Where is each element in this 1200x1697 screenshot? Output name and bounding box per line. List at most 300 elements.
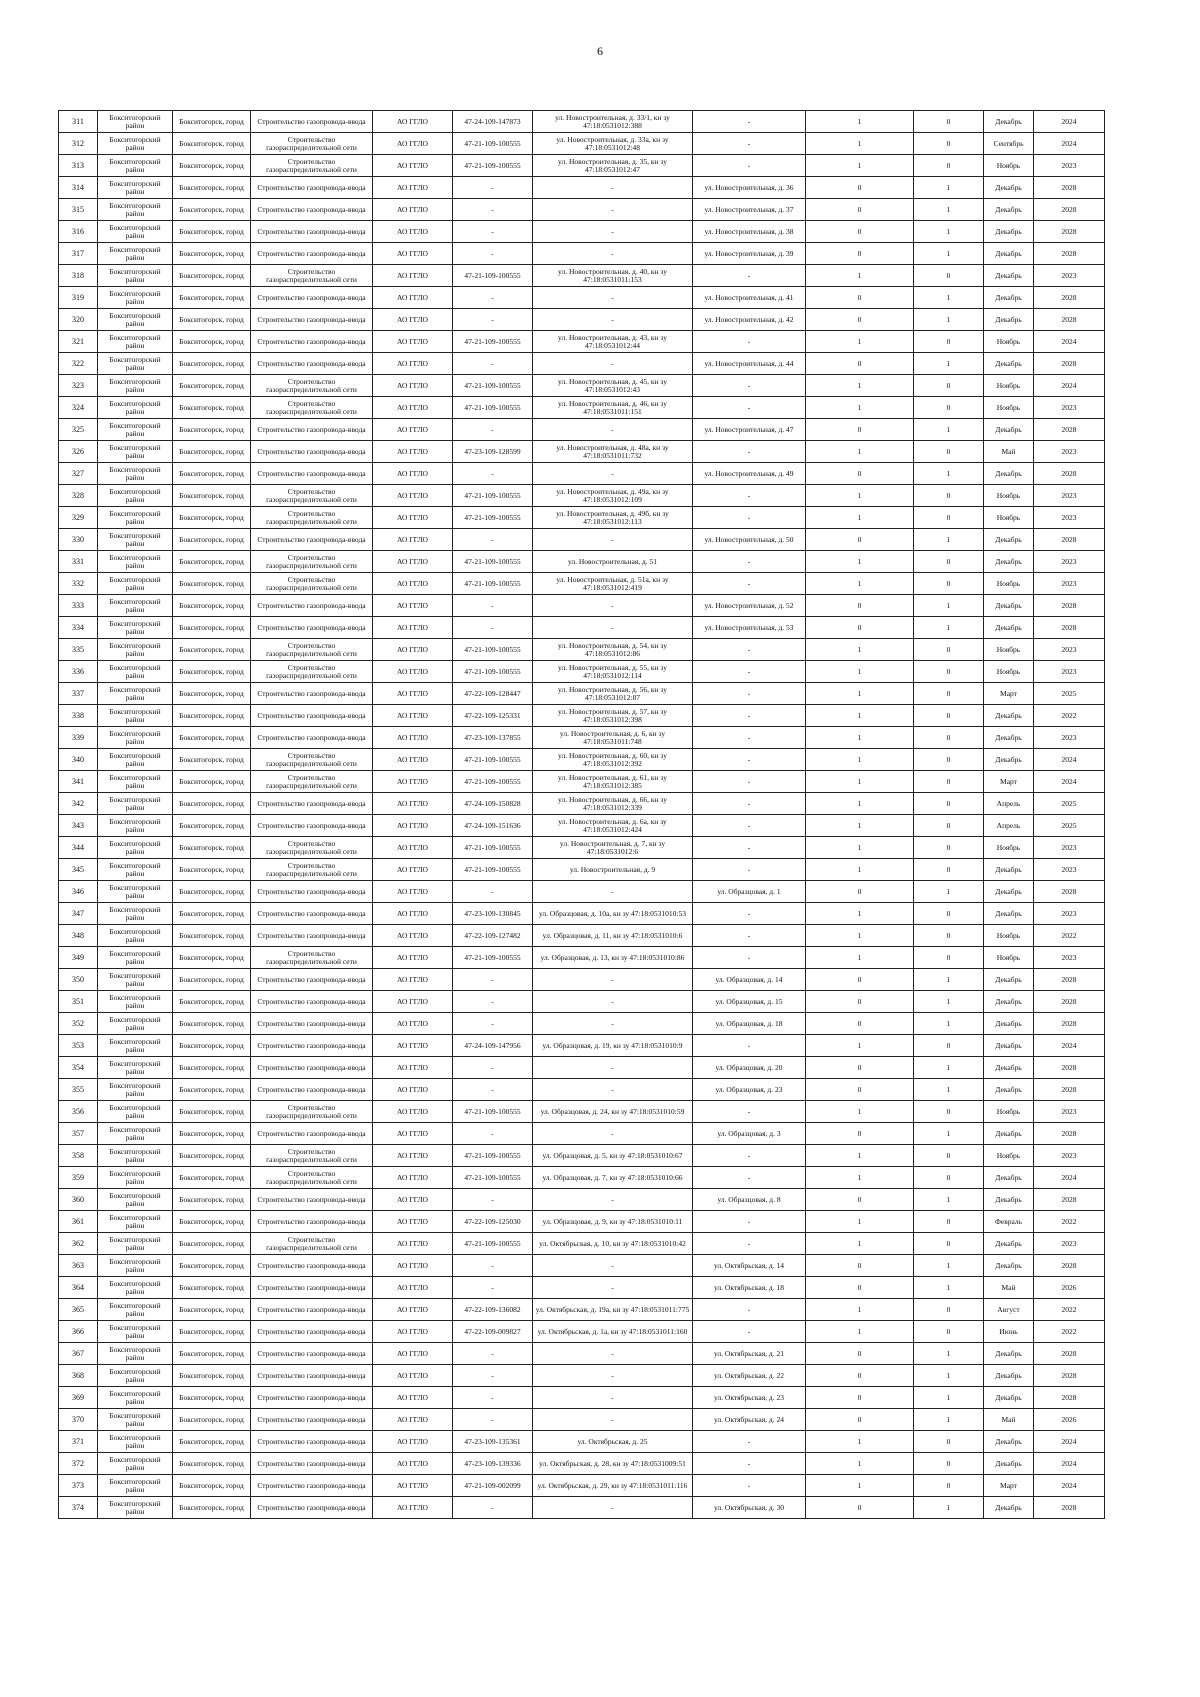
cell-work-type: Строительство газопровода-ввода bbox=[251, 815, 373, 837]
cell-settlement: Бокситогорск, город bbox=[173, 1167, 251, 1189]
cell-address-cadastral: ул. Новостроительная, д. 49б, кн зу 47:18:0531012:113 bbox=[533, 507, 693, 529]
cell-row-number: 357 bbox=[59, 1123, 98, 1145]
cell-month: Декабрь bbox=[984, 309, 1034, 331]
cell-organization: АО ГГЛО bbox=[373, 1475, 453, 1497]
cell-work-type: Строительство газопровода-ввода bbox=[251, 177, 373, 199]
cell-value-a: 0 bbox=[806, 1057, 914, 1079]
cell-work-type: Строительство газопровода-ввода bbox=[251, 463, 373, 485]
cell-address: - bbox=[693, 375, 806, 397]
cell-program-code: - bbox=[453, 529, 533, 551]
cell-address-cadastral: - bbox=[533, 1343, 693, 1365]
cell-month: Март bbox=[984, 771, 1034, 793]
cell-settlement: Бокситогорск, город bbox=[173, 1365, 251, 1387]
cell-settlement: Бокситогорск, город bbox=[173, 1321, 251, 1343]
table-row bbox=[59, 1343, 1105, 1365]
cell-month: Август bbox=[984, 1299, 1034, 1321]
cell-value-b: 1 bbox=[914, 1057, 984, 1079]
cell-value-b: 1 bbox=[914, 353, 984, 375]
cell-address-cadastral: ул. Новостроительная, д. 9 bbox=[533, 859, 693, 881]
cell-work-type: Строительство газораспределительной сети bbox=[251, 133, 373, 155]
cell-district: Бокситогорский район bbox=[98, 1321, 173, 1343]
cell-value-a: 0 bbox=[806, 221, 914, 243]
cell-year: 2024 bbox=[1034, 1431, 1105, 1453]
cell-district: Бокситогорский район bbox=[98, 199, 173, 221]
cell-work-type: Строительство газопровода-ввода bbox=[251, 1299, 373, 1321]
cell-program-code: - bbox=[453, 1255, 533, 1277]
cell-year: 2028 bbox=[1034, 1365, 1105, 1387]
cell-month: Декабрь bbox=[984, 1497, 1034, 1519]
cell-value-a: 1 bbox=[806, 771, 914, 793]
cell-district: Бокситогорский район bbox=[98, 617, 173, 639]
cell-year: 2028 bbox=[1034, 1013, 1105, 1035]
cell-work-type: Строительство газопровода-ввода bbox=[251, 1343, 373, 1365]
cell-settlement: Бокситогорск, город bbox=[173, 375, 251, 397]
cell-value-a: 1 bbox=[806, 683, 914, 705]
cell-month: Ноябрь bbox=[984, 485, 1034, 507]
cell-settlement: Бокситогорск, город bbox=[173, 815, 251, 837]
table-row bbox=[59, 1255, 1105, 1277]
cell-value-a: 1 bbox=[806, 1299, 914, 1321]
cell-month: Май bbox=[984, 441, 1034, 463]
cell-address: ул. Октябрьская, д. 21 bbox=[693, 1343, 806, 1365]
cell-settlement: Бокситогорск, город bbox=[173, 573, 251, 595]
cell-settlement: Бокситогорск, город bbox=[173, 287, 251, 309]
cell-program-code: 47-22-109-125331 bbox=[453, 705, 533, 727]
cell-program-code: 47-21-109-100555 bbox=[453, 397, 533, 419]
cell-row-number: 367 bbox=[59, 1343, 98, 1365]
cell-organization: АО ГГЛО bbox=[373, 705, 453, 727]
cell-address: - bbox=[693, 1475, 806, 1497]
cell-district: Бокситогорский район bbox=[98, 419, 173, 441]
cell-settlement: Бокситогорск, город bbox=[173, 485, 251, 507]
cell-value-b: 1 bbox=[914, 1277, 984, 1299]
cell-address: ул. Новостроительная, д. 37 bbox=[693, 199, 806, 221]
cell-address: - bbox=[693, 1431, 806, 1453]
cell-organization: АО ГГЛО bbox=[373, 1189, 453, 1211]
cell-work-type: Строительство газопровода-ввода bbox=[251, 1453, 373, 1475]
cell-row-number: 338 bbox=[59, 705, 98, 727]
cell-value-a: 1 bbox=[806, 1101, 914, 1123]
table-row bbox=[59, 199, 1105, 221]
cell-district: Бокситогорский район bbox=[98, 463, 173, 485]
cell-value-b: 0 bbox=[914, 1475, 984, 1497]
cell-value-b: 0 bbox=[914, 485, 984, 507]
cell-organization: АО ГГЛО bbox=[373, 1343, 453, 1365]
table-row bbox=[59, 1057, 1105, 1079]
cell-month: Декабрь bbox=[984, 529, 1034, 551]
cell-address-cadastral: ул. Новостроительная, д. 7, кн зу 47:18:0531012:6 bbox=[533, 837, 693, 859]
cell-settlement: Бокситогорск, город bbox=[173, 199, 251, 221]
cell-district: Бокситогорский район bbox=[98, 727, 173, 749]
cell-address-cadastral: ул. Новостроительная, д. 35, кн зу 47:18:0531012:47 bbox=[533, 155, 693, 177]
cell-value-a: 1 bbox=[806, 133, 914, 155]
cell-value-a: 1 bbox=[806, 1321, 914, 1343]
cell-address-cadastral: ул. Новостроительная, д. 6, кн зу 47:18:0531011:748 bbox=[533, 727, 693, 749]
cell-organization: АО ГГЛО bbox=[373, 507, 453, 529]
cell-value-a: 0 bbox=[806, 1409, 914, 1431]
cell-row-number: 326 bbox=[59, 441, 98, 463]
cell-work-type: Строительство газораспределительной сети bbox=[251, 859, 373, 881]
cell-district: Бокситогорский район bbox=[98, 595, 173, 617]
cell-district: Бокситогорский район bbox=[98, 661, 173, 683]
cell-month: Декабрь bbox=[984, 1387, 1034, 1409]
cell-work-type: Строительство газораспределительной сети bbox=[251, 661, 373, 683]
cell-year: 2023 bbox=[1034, 727, 1105, 749]
cell-work-type: Строительство газораспределительной сети bbox=[251, 397, 373, 419]
cell-organization: АО ГГЛО bbox=[373, 243, 453, 265]
cell-work-type: Строительство газопровода-ввода bbox=[251, 1365, 373, 1387]
cell-value-b: 1 bbox=[914, 529, 984, 551]
cell-address: ул. Образцовая, д. 23 bbox=[693, 1079, 806, 1101]
cell-work-type: Строительство газопровода-ввода bbox=[251, 441, 373, 463]
cell-organization: АО ГГЛО bbox=[373, 1453, 453, 1475]
cell-organization: АО ГГЛО bbox=[373, 749, 453, 771]
cell-organization: АО ГГЛО bbox=[373, 1167, 453, 1189]
cell-value-a: 0 bbox=[806, 1013, 914, 1035]
cell-settlement: Бокситогорск, город bbox=[173, 1013, 251, 1035]
cell-year: 2023 bbox=[1034, 1101, 1105, 1123]
cell-row-number: 356 bbox=[59, 1101, 98, 1123]
cell-work-type: Строительство газопровода-ввода bbox=[251, 1475, 373, 1497]
cell-row-number: 330 bbox=[59, 529, 98, 551]
cell-month: Февраль bbox=[984, 1211, 1034, 1233]
cell-value-a: 1 bbox=[806, 749, 914, 771]
cell-row-number: 343 bbox=[59, 815, 98, 837]
cell-address: - bbox=[693, 727, 806, 749]
cell-address: ул. Новостроительная, д. 42 bbox=[693, 309, 806, 331]
cell-settlement: Бокситогорск, город bbox=[173, 1409, 251, 1431]
cell-address: ул. Образцовая, д. 20 bbox=[693, 1057, 806, 1079]
cell-value-b: 0 bbox=[914, 155, 984, 177]
cell-program-code: - bbox=[453, 991, 533, 1013]
cell-row-number: 350 bbox=[59, 969, 98, 991]
cell-work-type: Строительство газопровода-ввода bbox=[251, 925, 373, 947]
cell-settlement: Бокситогорск, город bbox=[173, 925, 251, 947]
table-row bbox=[59, 1387, 1105, 1409]
cell-program-code: 47-21-109-100555 bbox=[453, 507, 533, 529]
cell-year: 2023 bbox=[1034, 397, 1105, 419]
cell-value-a: 1 bbox=[806, 331, 914, 353]
cell-district: Бокситогорский район bbox=[98, 1387, 173, 1409]
cell-work-type: Строительство газопровода-ввода bbox=[251, 727, 373, 749]
cell-year: 2023 bbox=[1034, 661, 1105, 683]
cell-settlement: Бокситогорск, город bbox=[173, 991, 251, 1013]
cell-settlement: Бокситогорск, город bbox=[173, 331, 251, 353]
table-row bbox=[59, 1431, 1105, 1453]
cell-program-code: 47-21-109-100555 bbox=[453, 639, 533, 661]
cell-value-a: 1 bbox=[806, 1431, 914, 1453]
cell-district: Бокситогорский район bbox=[98, 859, 173, 881]
cell-program-code: - bbox=[453, 177, 533, 199]
cell-organization: АО ГГЛО bbox=[373, 1365, 453, 1387]
cell-row-number: 344 bbox=[59, 837, 98, 859]
cell-settlement: Бокситогорск, город bbox=[173, 1387, 251, 1409]
cell-program-code: - bbox=[453, 1277, 533, 1299]
cell-address-cadastral: - bbox=[533, 287, 693, 309]
cell-address: - bbox=[693, 573, 806, 595]
cell-program-code: 47-21-109-100555 bbox=[453, 485, 533, 507]
cell-organization: АО ГГЛО bbox=[373, 837, 453, 859]
cell-value-b: 1 bbox=[914, 1343, 984, 1365]
cell-district: Бокситогорский район bbox=[98, 177, 173, 199]
cell-address: ул. Новостроительная, д. 49 bbox=[693, 463, 806, 485]
cell-district: Бокситогорский район bbox=[98, 155, 173, 177]
cell-value-b: 0 bbox=[914, 573, 984, 595]
cell-month: Ноябрь bbox=[984, 1145, 1034, 1167]
cell-year: 2024 bbox=[1034, 749, 1105, 771]
cell-district: Бокситогорский район bbox=[98, 771, 173, 793]
cell-value-b: 0 bbox=[914, 441, 984, 463]
table-row bbox=[59, 309, 1105, 331]
cell-year: 2026 bbox=[1034, 1409, 1105, 1431]
cell-value-a: 0 bbox=[806, 1255, 914, 1277]
cell-address-cadastral: ул. Новостроительная, д. 66, кн зу 47:18:0531012:339 bbox=[533, 793, 693, 815]
cell-settlement: Бокситогорск, город bbox=[173, 749, 251, 771]
cell-year: 2024 bbox=[1034, 331, 1105, 353]
cell-address-cadastral: ул. Октябрьская, д. 25 bbox=[533, 1431, 693, 1453]
cell-address-cadastral: ул. Новостроительная, д. 43, кн зу 47:18:0531012:44 bbox=[533, 331, 693, 353]
cell-district: Бокситогорский район bbox=[98, 1057, 173, 1079]
cell-value-a: 1 bbox=[806, 705, 914, 727]
cell-value-a: 1 bbox=[806, 111, 914, 133]
cell-settlement: Бокситогорск, город bbox=[173, 639, 251, 661]
table-row bbox=[59, 683, 1105, 705]
cell-year: 2023 bbox=[1034, 903, 1105, 925]
table-row bbox=[59, 573, 1105, 595]
cell-value-b: 0 bbox=[914, 133, 984, 155]
cell-settlement: Бокситогорск, город bbox=[173, 1475, 251, 1497]
table-row bbox=[59, 331, 1105, 353]
cell-organization: АО ГГЛО bbox=[373, 463, 453, 485]
cell-address-cadastral: - bbox=[533, 1013, 693, 1035]
cell-month: Ноябрь bbox=[984, 925, 1034, 947]
cell-settlement: Бокситогорск, город bbox=[173, 111, 251, 133]
cell-month: Декабрь bbox=[984, 1035, 1034, 1057]
cell-program-code: 47-23-109-135361 bbox=[453, 1431, 533, 1453]
cell-organization: АО ГГЛО bbox=[373, 1387, 453, 1409]
cell-address-cadastral: - bbox=[533, 463, 693, 485]
cell-organization: АО ГГЛО bbox=[373, 485, 453, 507]
cell-settlement: Бокситогорск, город bbox=[173, 1145, 251, 1167]
cell-row-number: 313 bbox=[59, 155, 98, 177]
cell-program-code: 47-21-109-100555 bbox=[453, 331, 533, 353]
cell-settlement: Бокситогорск, город bbox=[173, 683, 251, 705]
cell-year: 2024 bbox=[1034, 1475, 1105, 1497]
table-row bbox=[59, 529, 1105, 551]
cell-district: Бокситогорский район bbox=[98, 639, 173, 661]
cell-year: 2022 bbox=[1034, 925, 1105, 947]
cell-district: Бокситогорский район bbox=[98, 837, 173, 859]
cell-value-a: 0 bbox=[806, 177, 914, 199]
cell-organization: АО ГГЛО bbox=[373, 419, 453, 441]
cell-work-type: Строительство газопровода-ввода bbox=[251, 969, 373, 991]
cell-address-cadastral: - bbox=[533, 1123, 693, 1145]
cell-value-b: 0 bbox=[914, 1167, 984, 1189]
cell-value-a: 0 bbox=[806, 1497, 914, 1519]
cell-address-cadastral: - bbox=[533, 177, 693, 199]
cell-address-cadastral: ул. Новостроительная, д. 51 bbox=[533, 551, 693, 573]
cell-district: Бокситогорский район bbox=[98, 1167, 173, 1189]
cell-row-number: 362 bbox=[59, 1233, 98, 1255]
cell-address: ул. Октябрьская, д. 22 bbox=[693, 1365, 806, 1387]
cell-district: Бокситогорский район bbox=[98, 947, 173, 969]
cell-row-number: 345 bbox=[59, 859, 98, 881]
cell-row-number: 339 bbox=[59, 727, 98, 749]
cell-month: Май bbox=[984, 1277, 1034, 1299]
cell-value-b: 0 bbox=[914, 375, 984, 397]
cell-year: 2023 bbox=[1034, 265, 1105, 287]
cell-address: - bbox=[693, 837, 806, 859]
cell-row-number: 371 bbox=[59, 1431, 98, 1453]
cell-address: - bbox=[693, 331, 806, 353]
cell-value-a: 0 bbox=[806, 287, 914, 309]
cell-year: 2024 bbox=[1034, 1035, 1105, 1057]
cell-value-b: 1 bbox=[914, 287, 984, 309]
cell-row-number: 314 bbox=[59, 177, 98, 199]
cell-organization: АО ГГЛО bbox=[373, 1277, 453, 1299]
cell-value-b: 0 bbox=[914, 1233, 984, 1255]
cell-row-number: 324 bbox=[59, 397, 98, 419]
cell-organization: АО ГГЛО bbox=[373, 991, 453, 1013]
cell-value-b: 0 bbox=[914, 947, 984, 969]
cell-year: 2028 bbox=[1034, 1123, 1105, 1145]
table-row bbox=[59, 1365, 1105, 1387]
cell-value-b: 0 bbox=[914, 551, 984, 573]
table-row bbox=[59, 1079, 1105, 1101]
table-row bbox=[59, 727, 1105, 749]
cell-address: ул. Новостроительная, д. 39 bbox=[693, 243, 806, 265]
cell-month: Декабрь bbox=[984, 859, 1034, 881]
cell-organization: АО ГГЛО bbox=[373, 727, 453, 749]
cell-value-b: 1 bbox=[914, 969, 984, 991]
cell-address-cadastral: - bbox=[533, 1409, 693, 1431]
cell-organization: АО ГГЛО bbox=[373, 199, 453, 221]
cell-program-code: 47-23-109-128599 bbox=[453, 441, 533, 463]
cell-district: Бокситогорский район bbox=[98, 441, 173, 463]
cell-work-type: Строительство газопровода-ввода bbox=[251, 1409, 373, 1431]
cell-year: 2023 bbox=[1034, 1233, 1105, 1255]
cell-address: - bbox=[693, 947, 806, 969]
cell-value-b: 0 bbox=[914, 1035, 984, 1057]
cell-month: Июнь bbox=[984, 1321, 1034, 1343]
cell-program-code: 47-24-109-147873 bbox=[453, 111, 533, 133]
cell-program-code: 47-24-109-147956 bbox=[453, 1035, 533, 1057]
cell-organization: АО ГГЛО bbox=[373, 441, 453, 463]
table-row bbox=[59, 969, 1105, 991]
cell-address-cadastral: ул. Образцовая, д. 7, кн зу 47:18:0531010:66 bbox=[533, 1167, 693, 1189]
cell-address-cadastral: ул. Новостроительная, д. 60, кн зу 47:18:0531012:392 bbox=[533, 749, 693, 771]
cell-organization: АО ГГЛО bbox=[373, 1233, 453, 1255]
cell-value-a: 1 bbox=[806, 1453, 914, 1475]
cell-settlement: Бокситогорск, город bbox=[173, 661, 251, 683]
cell-year: 2028 bbox=[1034, 991, 1105, 1013]
cell-row-number: 315 bbox=[59, 199, 98, 221]
cell-year: 2022 bbox=[1034, 705, 1105, 727]
cell-month: Декабрь bbox=[984, 419, 1034, 441]
cell-address-cadastral: ул. Образцовая, д. 10а, кн зу 47:18:0531010:53 bbox=[533, 903, 693, 925]
cell-settlement: Бокситогорск, город bbox=[173, 1035, 251, 1057]
table-row bbox=[59, 287, 1105, 309]
cell-row-number: 347 bbox=[59, 903, 98, 925]
cell-year: 2023 bbox=[1034, 441, 1105, 463]
table-row bbox=[59, 243, 1105, 265]
cell-program-code: - bbox=[453, 287, 533, 309]
cell-value-b: 0 bbox=[914, 265, 984, 287]
cell-work-type: Строительство газопровода-ввода bbox=[251, 1057, 373, 1079]
cell-work-type: Строительство газопровода-ввода bbox=[251, 1497, 373, 1519]
cell-organization: АО ГГЛО bbox=[373, 397, 453, 419]
cell-settlement: Бокситогорск, город bbox=[173, 771, 251, 793]
cell-address-cadastral: - bbox=[533, 243, 693, 265]
cell-value-b: 0 bbox=[914, 397, 984, 419]
cell-month: Декабрь bbox=[984, 1167, 1034, 1189]
cell-work-type: Строительство газораспределительной сети bbox=[251, 837, 373, 859]
cell-row-number: 355 bbox=[59, 1079, 98, 1101]
table-row bbox=[59, 463, 1105, 485]
cell-address-cadastral: ул. Образцовая, д. 13, кн зу 47:18:0531010:86 bbox=[533, 947, 693, 969]
cell-settlement: Бокситогорск, город bbox=[173, 793, 251, 815]
table-row bbox=[59, 1497, 1105, 1519]
cell-organization: АО ГГЛО bbox=[373, 793, 453, 815]
cell-value-b: 1 bbox=[914, 243, 984, 265]
cell-month: Март bbox=[984, 1475, 1034, 1497]
cell-year: 2024 bbox=[1034, 375, 1105, 397]
table-row bbox=[59, 991, 1105, 1013]
cell-value-b: 0 bbox=[914, 661, 984, 683]
cell-organization: АО ГГЛО bbox=[373, 1255, 453, 1277]
cell-address-cadastral: ул. Новостроительная, д. 54, кн зу 47:18:0531012:86 bbox=[533, 639, 693, 661]
cell-program-code: 47-24-109-151636 bbox=[453, 815, 533, 837]
cell-month: Декабрь bbox=[984, 1365, 1034, 1387]
cell-program-code: 47-21-109-100555 bbox=[453, 859, 533, 881]
cell-work-type: Строительство газопровода-ввода bbox=[251, 287, 373, 309]
cell-work-type: Строительство газопровода-ввода bbox=[251, 419, 373, 441]
cell-address-cadastral: - bbox=[533, 1497, 693, 1519]
table-row bbox=[59, 1475, 1105, 1497]
cell-month: Декабрь bbox=[984, 1431, 1034, 1453]
cell-address-cadastral: - bbox=[533, 309, 693, 331]
cell-work-type: Строительство газопровода-ввода bbox=[251, 1035, 373, 1057]
cell-address: ул. Октябрьская, д. 14 bbox=[693, 1255, 806, 1277]
cell-settlement: Бокситогорск, город bbox=[173, 155, 251, 177]
cell-work-type: Строительство газопровода-ввода bbox=[251, 793, 373, 815]
cell-value-a: 1 bbox=[806, 859, 914, 881]
cell-address-cadastral: - bbox=[533, 419, 693, 441]
cell-settlement: Бокситогорск, город bbox=[173, 1343, 251, 1365]
cell-program-code: - bbox=[453, 1189, 533, 1211]
cell-district: Бокситогорский район bbox=[98, 133, 173, 155]
cell-program-code: 47-21-109-100555 bbox=[453, 1233, 533, 1255]
cell-work-type: Строительство газопровода-ввода bbox=[251, 881, 373, 903]
cell-month: Ноябрь bbox=[984, 507, 1034, 529]
cell-row-number: 352 bbox=[59, 1013, 98, 1035]
cell-row-number: 322 bbox=[59, 353, 98, 375]
cell-year: 2028 bbox=[1034, 881, 1105, 903]
cell-work-type: Строительство газораспределительной сети bbox=[251, 1101, 373, 1123]
cell-organization: АО ГГЛО bbox=[373, 529, 453, 551]
cell-address: - bbox=[693, 903, 806, 925]
cell-program-code: - bbox=[453, 1497, 533, 1519]
cell-value-b: 0 bbox=[914, 1453, 984, 1475]
cell-settlement: Бокситогорск, город bbox=[173, 1233, 251, 1255]
cell-value-b: 0 bbox=[914, 815, 984, 837]
cell-row-number: 353 bbox=[59, 1035, 98, 1057]
cell-address: - bbox=[693, 859, 806, 881]
cell-row-number: 311 bbox=[59, 111, 98, 133]
cell-district: Бокситогорский район bbox=[98, 815, 173, 837]
cell-value-a: 1 bbox=[806, 639, 914, 661]
cell-value-b: 1 bbox=[914, 177, 984, 199]
